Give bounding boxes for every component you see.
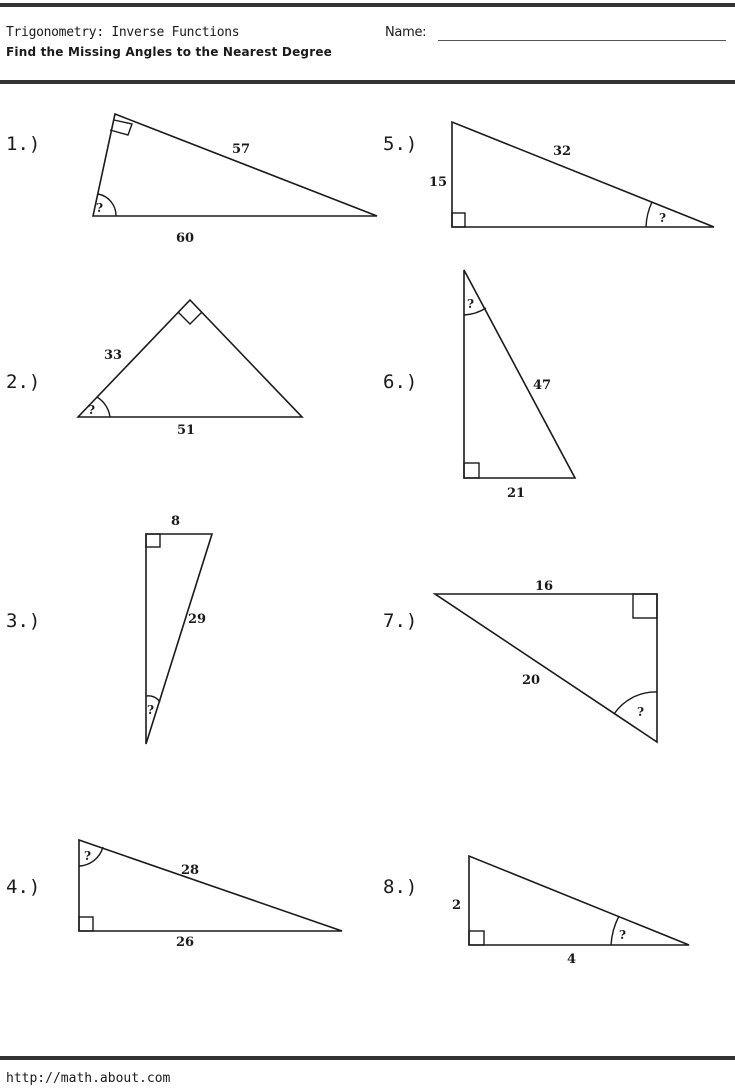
footer-rule — [0, 1056, 735, 1060]
right-angle-mark — [178, 312, 202, 324]
footer-url: http://math.about.com — [6, 1071, 171, 1086]
angle-arc — [97, 397, 110, 417]
side-label: 4 — [567, 952, 577, 967]
side-label: 51 — [177, 423, 196, 438]
unknown-angle-label: ? — [88, 403, 96, 417]
side-label: 47 — [533, 378, 552, 393]
side-label: 15 — [429, 175, 448, 190]
unknown-angle-label: ? — [96, 201, 104, 215]
right-angle-mark — [469, 931, 484, 945]
unknown-angle-label: ? — [619, 928, 627, 942]
triangle — [79, 840, 342, 931]
right-angle-mark — [464, 463, 479, 478]
problem-2 — [6, 300, 302, 438]
problem-8 — [383, 856, 689, 967]
side-label: 60 — [176, 231, 195, 246]
triangle — [464, 270, 575, 478]
problem-4 — [6, 840, 342, 950]
problem-number: 8.) — [383, 876, 418, 898]
side-label: 28 — [181, 863, 200, 878]
angle-arc — [146, 696, 160, 702]
problem-number: 6.) — [383, 371, 418, 393]
right-angle-mark — [146, 534, 160, 547]
unknown-angle-label: ? — [637, 705, 645, 719]
side-label: 8 — [171, 514, 181, 529]
triangle — [469, 856, 689, 945]
side-label: 20 — [522, 673, 541, 688]
side-label: 26 — [176, 935, 195, 950]
problem-number: 5.) — [383, 133, 418, 155]
right-angle-mark — [452, 213, 465, 227]
name-label: Name: — [385, 25, 427, 40]
side-label: 2 — [452, 898, 462, 913]
problem-3 — [6, 514, 212, 744]
side-label: 21 — [507, 486, 526, 501]
worksheet-instructions: Find the Missing Angles to the Nearest Degree — [6, 45, 333, 59]
problem-number: 1.) — [6, 133, 41, 155]
unknown-angle-label: ? — [659, 211, 667, 225]
problem-7 — [383, 579, 657, 742]
triangle — [435, 594, 657, 742]
side-label: 32 — [553, 144, 572, 159]
problem-number: 7.) — [383, 610, 418, 632]
worksheet-title: Trigonometry: Inverse Functions — [6, 25, 240, 40]
angle-arc — [611, 916, 619, 945]
unknown-angle-label: ? — [84, 849, 92, 863]
problem-number: 4.) — [6, 876, 41, 898]
unknown-angle-label: ? — [147, 703, 155, 717]
triangle — [93, 114, 377, 216]
side-label: 33 — [104, 348, 123, 363]
triangle — [452, 122, 714, 227]
angle-arc — [646, 202, 652, 227]
problem-6 — [383, 270, 575, 501]
unknown-angle-label: ? — [467, 297, 475, 311]
right-angle-mark — [79, 917, 93, 931]
problem-number: 2.) — [6, 371, 41, 393]
side-label: 57 — [232, 142, 251, 157]
problem-number: 3.) — [6, 610, 41, 632]
angle-arc — [614, 692, 657, 714]
problem-5 — [383, 122, 714, 227]
triangle — [146, 534, 212, 744]
right-angle-mark — [633, 594, 657, 618]
problem-1 — [6, 114, 377, 246]
side-label: 29 — [188, 612, 207, 627]
side-label: 16 — [535, 579, 554, 594]
